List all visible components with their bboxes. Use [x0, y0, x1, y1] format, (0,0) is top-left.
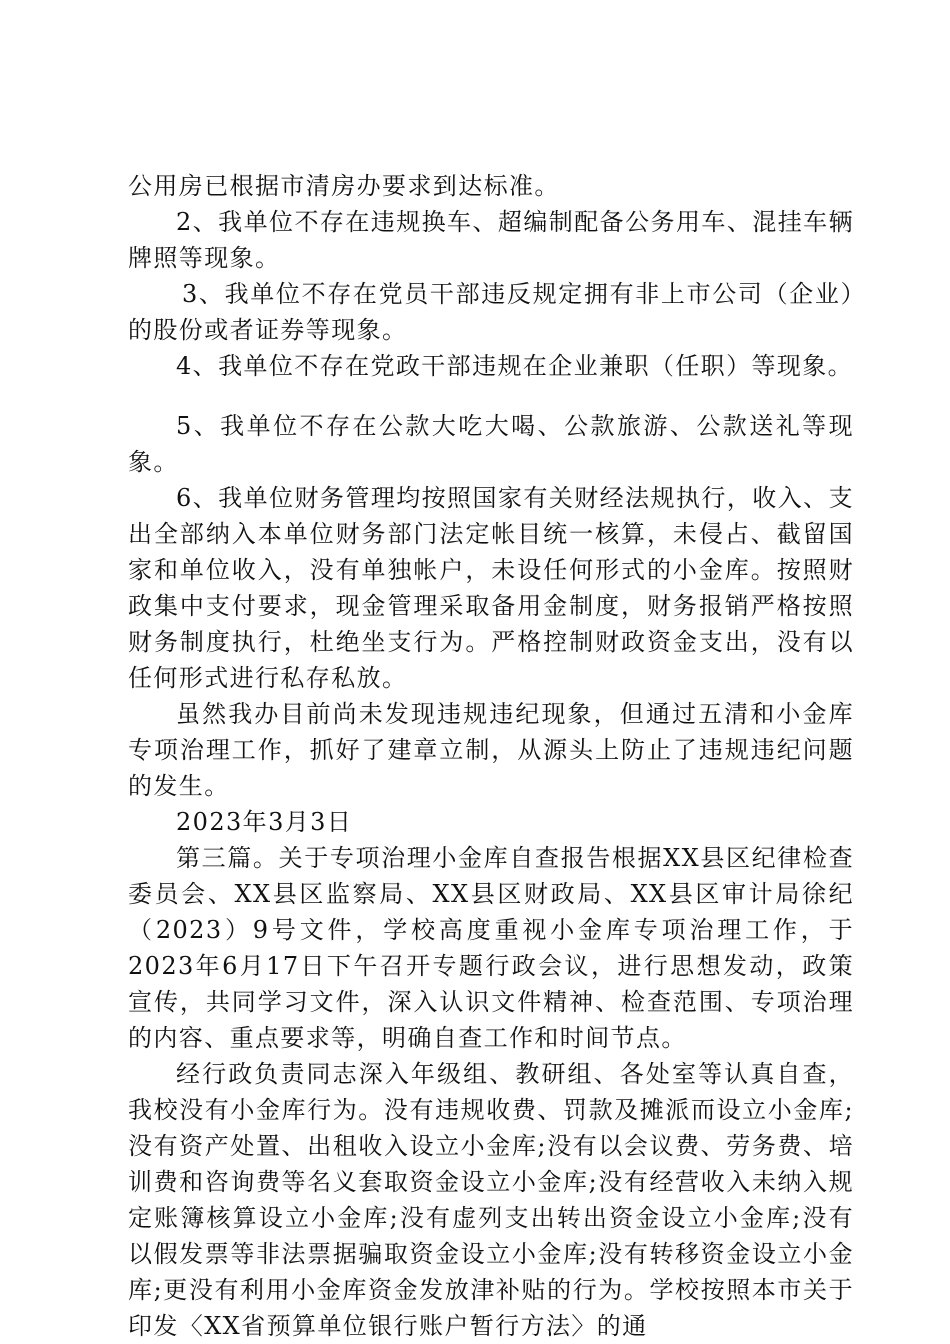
- paragraph-5: 5、我单位不存在公款大吃大喝、公款旅游、公款送礼等现象。: [128, 412, 854, 476]
- paragraph-self-inspection: 经行政负责同志深入年级组、教研组、各处室等认真自查，我校没有小金库行为。没有违规收费、罚款及摊派而设立小金库;没有资产处置、出租收入设立小金库;没有以会议费、劳务费、培训费和咨询费等名义套取资金设立小金库;没有经营收入未纳入规定账簿核算设立小金库;没有虚列支出转出资金设立小金库;没有以假发票等非法票据骗取资金设立小金库;没有转移资金设立小金库;更没有利用小金库资金发放津补贴的行为。学校按照本市关于印发〈XX省预算单位银行账户暂行方法〉的通: [128, 1060, 854, 1340]
- date-line: 2023年3月3日: [176, 808, 353, 836]
- paragraph-2: 2、我单位不存在违规换车、超编制配备公务用车、混挂车辆牌照等现象。: [128, 208, 854, 272]
- document-body: [128, 168, 854, 1344]
- paragraph-7: 虽然我办目前尚未发现违规违纪现象，但通过五清和小金库专项治理工作，抓好了建章立制，从源头上防止了违规违纪问题的发生。: [128, 700, 854, 800]
- paragraph-3: 3、我单位不存在党员干部违反规定拥有非上市公司（企业）的股份或者证券等现象。: [128, 280, 854, 344]
- paragraph-third-article: 第三篇。关于专项治理小金库自查报告根据XX县区纪律检查委员会、XX县区监察局、XX县区财政局、XX县区审计局徐纪（2023）9号文件，学校高度重视小金库专项治理工作，于2023年6月17日下午召开专题行政会议，进行思想发动，政策宣传，共同学习文件，深入认识文件精神、检查范围、专项治理的内容、重点要求等，明确自查工作和时间节点。: [128, 844, 854, 1052]
- paragraph-6: 6、我单位财务管理均按照国家有关财经法规执行，收入、支出全部纳入本单位财务部门法定帐目统一核算，未侵占、截留国家和单位收入，没有单独帐户，未设任何形式的小金库。按照财政集中支付要求，现金管理采取备用金制度，财务报销严格按照财务制度执行，杜绝坐支行为。严格控制财政资金支出，没有以任何形式进行私存私放。: [128, 484, 854, 692]
- paragraph-1: 公用房已根据市清房办要求到达标准。: [128, 172, 560, 200]
- paragraph-4: 4、我单位不存在党政干部违规在企业兼职（任职）等现象。: [176, 352, 854, 380]
